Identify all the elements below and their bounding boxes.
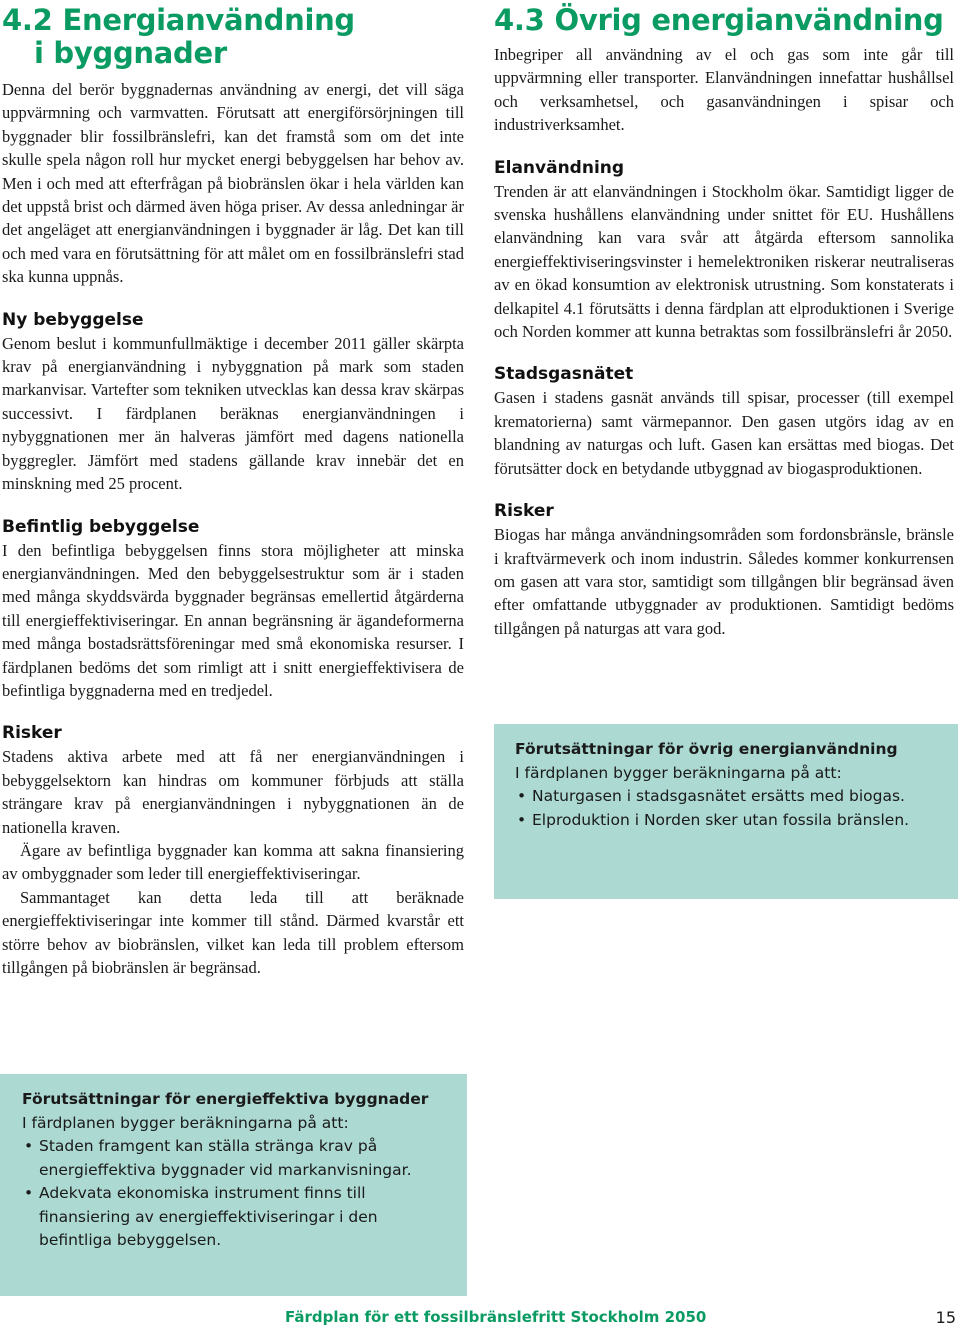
page-number: 15 — [935, 1308, 956, 1327]
box-list — [22, 1135, 445, 1253]
footer-title: Färdplan för ett fossilbränslefritt Stockholm 2050 — [285, 1308, 707, 1326]
other-intro-paragraph: Inbegriper all användning av el och gas som inte går till uppvärmning eller transporter. Elanvändningen innefattar hushållsel och verksamhetsel, och gasanvändningen i spisar och industriverksamhet. — [494, 45, 954, 135]
list-item: • Naturgasen i stadsgasnätet ersätts med biogas. — [515, 785, 938, 809]
assumptions-box-other-energy — [494, 724, 958, 899]
intro-paragraph: Denna del berör byggnadernas användning av energi, det vill säga uppvärmning och varmvatten. Förutsatt att energiförsörjningen till byggnader blir fossilbränslefri, kan det framstå som om det inte skulle spela någon roll hur mycket energi bebyggelsen har behov av. Men i och med att efterfrågan på biobränslen ökar i hela världen kan det uppstå brist och därmed även höga priser. Av dessa anledningar är det angeläget att energianvändningen i byggnader är låg. Det kan till och med vara en förutsättning för att målet om en fossilbränslefri stad ska kunna uppnås. — [2, 80, 464, 287]
existing-buildings-paragraph: I den befintliga bebyggelsen finns stora möjligheter att minska energianvändningen. Med den bebyggelsestruktur som är i staden med många skyddsvärda byggnader begränsas emellertid åtgärderna till energieffektiviseringar. En annan begränsning är ägandeformerna med många bostadsrättsföreningar med små ekonomiska resurser. I färdplanen bedöms det som rimligt att i snitt energieffektivisera de befintliga byggnaderna med en tredjedel. — [2, 540, 464, 700]
electricity-paragraph: Trenden är att elanvändningen i Stockholm ökar. Samtidigt ligger de svenska hushållens elanvändning under snittet för EU. Hushållens elanvändning kan vara svår att åtgärda eftersom sannolika energieffektiviseringsvinster i hemelektroniken riskerar neutraliseras av en ökad konsumtion av elektronisk utrustning. Som konstaterats i delkapitel 4.1 förutsätts i denna färdplan att elproduktionen i Sverige och Norden kommer att kunna betraktas som fossilbränslefri år 2050. — [494, 181, 954, 342]
subheading-risks: Risker — [494, 501, 554, 522]
subheading-risks: Risker — [2, 723, 62, 744]
risks-paragraph-2: Ägare av befintliga byggnader kan komma att sakna finansiering av ombyggnader som leder till energieffektiviseringar. — [2, 840, 464, 884]
list-item: • Elproduktion i Norden sker utan fossila bränslen. — [515, 809, 938, 833]
risks-paragraph-3: Sammantaget kan detta leda till att beräknade energieffektiviseringar inte kommer till stånd. Därmed kvarstår ett större behov av biobränslen, vilket kan leda till problem eftersom tillgången på biobränslen är begränsad. — [2, 887, 464, 977]
heading-text: Övrig energianvändning — [554, 3, 944, 37]
section-heading-4-3 — [494, 4, 954, 37]
left-column — [2, 0, 464, 979]
box-title: Förutsättningar för övrig energianvändning — [515, 740, 898, 758]
box-title: Förutsättningar för energieffektiva byggnader — [22, 1090, 429, 1108]
subheading-electricity: Elanvändning — [494, 157, 625, 178]
section-number: 4.2 — [2, 3, 53, 37]
box-list — [515, 785, 938, 832]
right-column — [494, 0, 954, 640]
list-item: • Staden framgent kan ställa stränga krav på energieffektiva byggnader vid markanvisningar. — [22, 1135, 445, 1182]
new-buildings-paragraph: Genom beslut i kommunfullmäktige i december 2011 gäller skärpta krav på energianvändning i nybyggnation på mark som staden markanvisar. Vartefter som tekniken utvecklas kan dessa krav skärpas successivt. I färdplanen beräknas energianvändningen i nybyggnationen mer än halveras jämfört med dagens nationella byggregler. Jämfört med stadens gällande krav innebär det en minskning med 25 procent. — [2, 333, 464, 494]
list-item: • Adekvata ekonomiska instrument finns till finansiering av energieffektiviseringar i den befintliga bebyggelsen. — [22, 1182, 445, 1253]
gas-network-paragraph: Gasen i stadens gasnät används till spisar, processer (till exempel krematorierna) samt värmepannor. Den gasen utgörs idag av en blandning av naturgas och luft. Gasen kan ersättas med biogas. Det förutsätter dock en betydande utbyggnad av biogasproduktionen. — [494, 388, 954, 478]
box-lead: I färdplanen bygger beräkningarna på att: — [515, 763, 842, 782]
section-heading-4-2 — [2, 4, 464, 70]
assumptions-box-buildings — [0, 1074, 467, 1296]
subheading-gas-network: Stadsgasnätet — [494, 364, 634, 385]
page-footer — [0, 1306, 960, 1328]
section-number: 4.3 — [494, 3, 545, 37]
risks-paragraph-1: Stadens aktiva arbete med att få ner energianvändningen i bebyggelsektorn kan hindras om kommuner förbjuds att ställa strängare krav på energianvändningen i nybyggnationen än de nationella kraven. — [2, 747, 464, 837]
biogas-risks-paragraph: Biogas har många användningsområden som fordonsbränsle, bränsle i kraftvärmeverk och inom industrin. Således kommer konkurrensen om gasen att vara stor, samtidigt som tillgången blir begränsad även efter omfattande utbyggnader av produktionen. Samtidigt bedöms tillgången på naturgas att vara god. — [494, 525, 954, 638]
subheading-new-buildings: Ny bebyggelse — [2, 309, 144, 330]
heading-line-1: Energianvändning — [62, 3, 355, 37]
box-lead: I färdplanen bygger beräkningarna på att: — [22, 1113, 349, 1132]
subheading-existing-buildings: Befintlig bebyggelse — [2, 516, 200, 537]
heading-line-2: i byggnader — [34, 36, 227, 70]
